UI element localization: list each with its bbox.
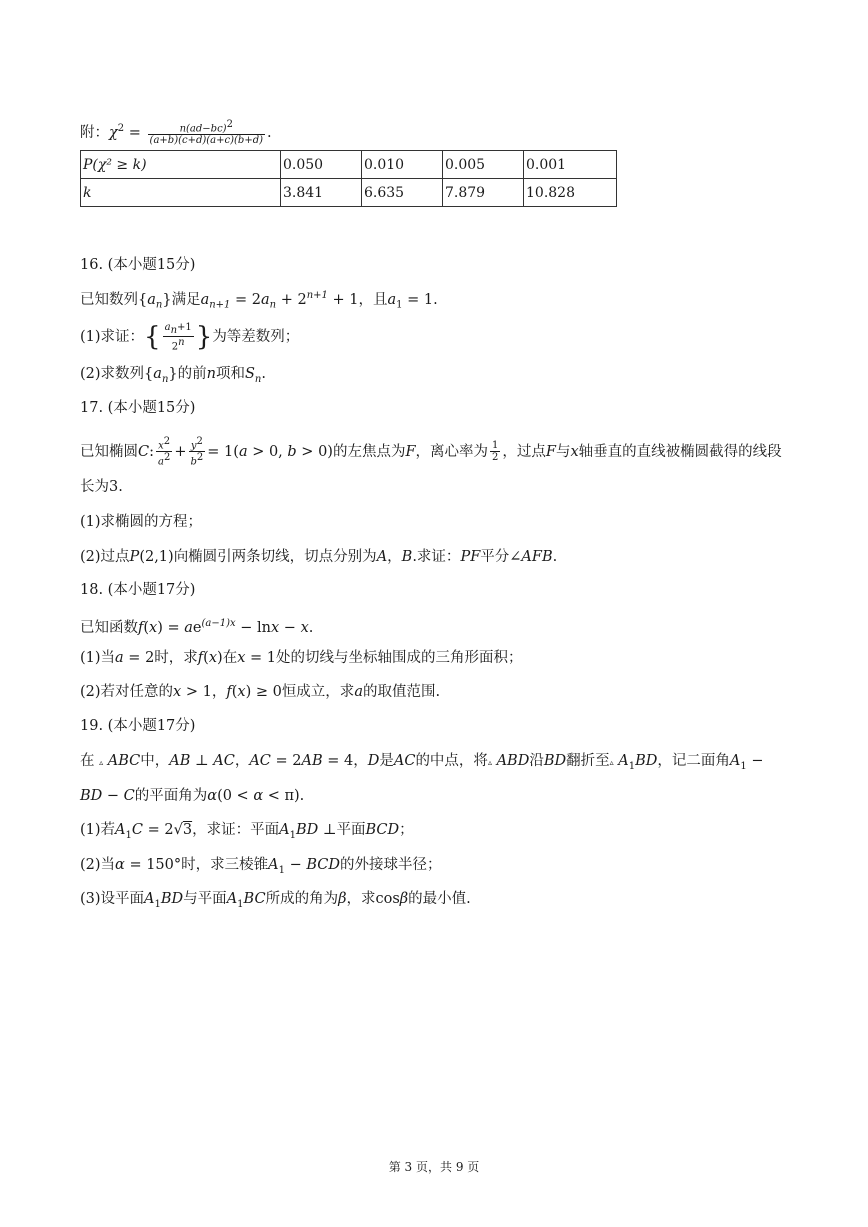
table-cell: 0.005 — [443, 151, 524, 179]
q19-heading: 19. (本小题17分) — [80, 718, 196, 734]
q18-stem: 已知函数$f(x) = ae^{(a-1)x} - \ln x - x$. — [80, 618, 314, 636]
table-row — [81, 179, 617, 207]
table-cell: 10.828 — [524, 179, 617, 207]
table-cell: 0.010 — [362, 151, 443, 179]
q19-stem: 在 ▵ ABC中，AB ⊥ AC，AC = 2AB = 4，D是AC的中点，将▵ ABD沿BD翻折至▵ $A_1BD$，记二面角$A_1$ − — [80, 753, 764, 772]
q17-heading: 17. (本小题15分) — [80, 400, 196, 416]
table-cell: 0.001 — [524, 151, 617, 179]
q19-part1: (1)若$A_1C = 2√3$，求证：平面$A_1BD$ ⊥平面BCD； — [80, 822, 414, 841]
q19-part3: (3)设平面$A_1BD$与平面$A_1BC$所成的角为β，求cosβ的最小值. — [80, 891, 471, 910]
attach-label: 附： — [80, 124, 109, 141]
q17-part2: (2)过点P(2,1)向椭圆引两条切线，切点分别为A，B.求证：PF平分∠AFB. — [80, 549, 558, 565]
table-cell: 7.879 — [443, 179, 524, 207]
chi-square-fraction: $\frac{n(ad-bc)^2}{(a+b)(c+d)(a+c)(b+d)}$ — [149, 119, 264, 147]
q16-heading: 16. (本小题15分) — [80, 257, 196, 273]
table-cell: P(χ² ≥ k) — [81, 151, 281, 179]
q19-part2: (2)当α = 150°时，求三棱锥$A_1$ − BCD的外接球半径； — [80, 857, 442, 876]
critical-value-table — [80, 150, 617, 207]
q16-stem: 已知数列$\{a_n\}$满足$a_{n+1} = 2a_n + 2^{n+1} + 1$，且$a_1 = 1$. — [80, 290, 438, 311]
page-footer: 第 3 页，共 9 页 — [388, 1160, 480, 1174]
chi-square-formula: 附：$\chi^2$ = $\frac{n(ad-bc)^2}{(a+b)(c+d)(a+c)(b+d)}$ . — [80, 119, 272, 147]
table-cell: 3.841 — [281, 179, 362, 207]
table-cell: 6.635 — [362, 179, 443, 207]
q16-part1: (1)求证：{ $\frac{a_n+1}{2^n}$ }为等差数列； — [80, 322, 300, 353]
table-cell: k — [81, 179, 281, 207]
q18-part2: (2)若对任意的x > 1，f(x) ≥ 0恒成立，求a的取值范围. — [80, 684, 441, 700]
q17-stem: 已知椭圆C: $\frac{x^2}{a^2}$ + $\frac{y^2}{b^2}$ = 1(a > 0, b > 0)的左焦点为F，离心率为 $\frac{1}{2}$ ，过点F与x轴垂直的直线被椭圆截得的线段 — [80, 436, 782, 468]
table-cell: 0.050 — [281, 151, 362, 179]
q17-part1: (1)求椭圆的方程； — [80, 514, 203, 530]
q16-part2: (2)求数列$\{a_n\}$的前n项和$S_n$. — [80, 366, 266, 385]
q18-heading: 18. (本小题17分) — [80, 582, 196, 598]
q18-part1: (1)当a = 2时，求f(x)在x = 1处的切线与坐标轴围成的三角形面积； — [80, 650, 523, 666]
q17-stem-cont: 长为3. — [80, 479, 123, 495]
table-row — [81, 151, 617, 179]
q19-stem-cont: BD − C的平面角为α(0 < α < π). — [80, 788, 305, 804]
